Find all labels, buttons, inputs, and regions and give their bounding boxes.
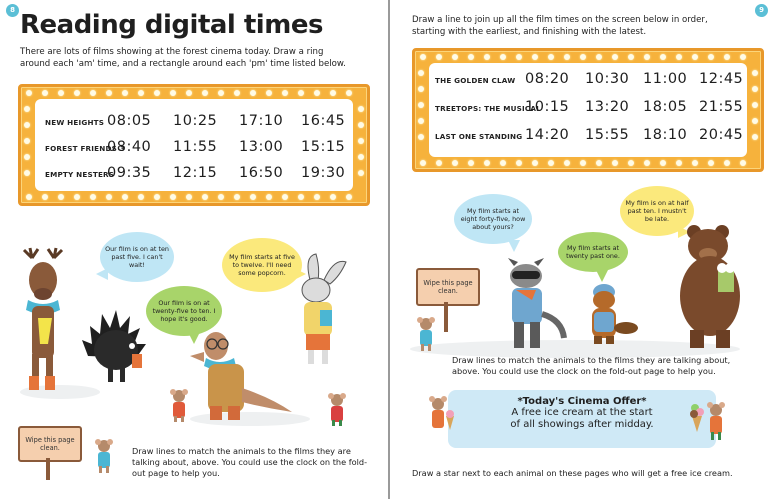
marquee-bulb bbox=[692, 54, 698, 60]
speech-bubble-bear: My film is on at half past ten. I mustn't be late. bbox=[620, 186, 694, 236]
marquee-bulb bbox=[74, 90, 80, 96]
marquee-bulb bbox=[298, 90, 304, 96]
marquee-bulb bbox=[724, 54, 730, 60]
left-intro-text: There are lots of films showing at the forest cinema today. Draw a ring around each 'am' time, and a rectangle around each 'pm' time listed below. bbox=[20, 47, 346, 69]
marquee-bulb bbox=[418, 118, 424, 124]
film-time[interactable]: 11:00 bbox=[643, 71, 688, 87]
rabbit-illustration bbox=[290, 254, 360, 374]
film-row bbox=[35, 111, 353, 137]
marquee-bulb bbox=[138, 90, 144, 96]
marquee-bulb bbox=[752, 134, 758, 140]
marquee-bulb bbox=[234, 90, 240, 96]
marquee-bulb bbox=[202, 194, 208, 200]
mouse-with-ice-cream-illustration bbox=[424, 394, 454, 444]
speech-bubble-moose: Our film is on at ten past five. I can't wait! bbox=[100, 232, 174, 282]
marquee-bulb bbox=[358, 170, 364, 176]
marquee-bulb bbox=[234, 194, 240, 200]
film-listing-left bbox=[35, 99, 353, 191]
marquee-bulb bbox=[548, 160, 554, 166]
marquee-bulb bbox=[266, 90, 272, 96]
film-name: EMPTY NESTERS bbox=[45, 170, 115, 179]
film-time[interactable]: 20:45 bbox=[699, 127, 744, 143]
bear-illustration bbox=[672, 222, 762, 352]
marquee-bulb bbox=[24, 170, 30, 176]
marquee-bulb bbox=[24, 106, 30, 112]
armadillo-illustration bbox=[186, 328, 296, 423]
marquee-bulb bbox=[358, 138, 364, 144]
marquee-bulb bbox=[358, 154, 364, 160]
speech-bubble-rabbit: My film starts at five to twelve. I'll need some popcorn. bbox=[222, 238, 302, 292]
marquee-bulb bbox=[106, 90, 112, 96]
marquee-bulb bbox=[418, 102, 424, 108]
speech-tail bbox=[596, 270, 608, 282]
marquee-bulb bbox=[24, 154, 30, 160]
film-time[interactable]: 13:20 bbox=[585, 99, 630, 115]
marquee-bulb bbox=[516, 160, 522, 166]
marquee-bulb bbox=[218, 90, 224, 96]
right-intro-text: Draw a line to join up all the film times on the screen below in order, starting with the earliest, and finishing with the latest. bbox=[412, 15, 708, 37]
film-time[interactable]: 11:55 bbox=[173, 139, 218, 155]
right-instruction-text: Draw lines to match the animals to the films they are talking about, above. You could use the clock on the fold-out page to help you. bbox=[452, 355, 731, 376]
marquee-bulb bbox=[26, 194, 32, 200]
marquee-bulb bbox=[612, 54, 618, 60]
marquee-bulb bbox=[346, 90, 352, 96]
marquee-bulb bbox=[740, 160, 746, 166]
film-name: FOREST FRIENDS 3 bbox=[45, 144, 125, 153]
marquee-bulb bbox=[186, 90, 192, 96]
marquee-bulb bbox=[346, 194, 352, 200]
mouse-illustration bbox=[90, 438, 118, 476]
page-title: Reading digital times bbox=[20, 10, 323, 40]
marquee-bulb bbox=[660, 160, 666, 166]
marquee-bulb bbox=[484, 160, 490, 166]
mouse-illustration bbox=[166, 388, 192, 424]
speech-tail bbox=[508, 240, 520, 252]
film-time[interactable]: 10:25 bbox=[173, 113, 218, 129]
film-listing-right bbox=[429, 63, 747, 157]
film-time[interactable]: 17:10 bbox=[239, 113, 284, 129]
film-name: NEW HEIGHTS bbox=[45, 118, 105, 127]
marquee-bulb bbox=[358, 122, 364, 128]
marquee-bulb bbox=[596, 54, 602, 60]
film-time[interactable]: 14:20 bbox=[525, 127, 570, 143]
marquee-bulb bbox=[418, 86, 424, 92]
film-row bbox=[429, 69, 747, 95]
sign-post bbox=[46, 458, 50, 480]
cinema-screen-right bbox=[412, 48, 764, 172]
beaver-illustration bbox=[582, 282, 642, 352]
marquee-bulb bbox=[548, 54, 554, 60]
marquee-bulb bbox=[122, 90, 128, 96]
marquee-bulb bbox=[24, 138, 30, 144]
marquee-bulb bbox=[202, 90, 208, 96]
marquee-bulb bbox=[724, 160, 730, 166]
marquee-bulb bbox=[676, 160, 682, 166]
marquee-bulb bbox=[692, 160, 698, 166]
marquee-bulb bbox=[532, 54, 538, 60]
film-time[interactable]: 12:45 bbox=[699, 71, 744, 87]
offer-line-2: of all showings after midday. bbox=[510, 419, 654, 430]
marquee-bulb bbox=[500, 160, 506, 166]
marquee-bulb bbox=[644, 54, 650, 60]
marquee-bulb bbox=[532, 160, 538, 166]
marquee-bulb bbox=[752, 70, 758, 76]
marquee-bulb bbox=[628, 160, 634, 166]
marquee-bulb bbox=[436, 160, 442, 166]
film-time[interactable]: 16:50 bbox=[239, 165, 284, 181]
marquee-bulb bbox=[42, 90, 48, 96]
marquee-bulb bbox=[330, 194, 336, 200]
film-time[interactable]: 09:35 bbox=[107, 165, 152, 181]
film-time[interactable]: 10:15 bbox=[525, 99, 570, 115]
speech-bubble-beaver: My film starts at twenty past one. bbox=[558, 232, 628, 272]
film-time[interactable]: 18:10 bbox=[643, 127, 688, 143]
marquee-bulb bbox=[90, 90, 96, 96]
marquee-bulb bbox=[484, 54, 490, 60]
marquee-bulb bbox=[186, 194, 192, 200]
marquee-bulb bbox=[752, 118, 758, 124]
marquee-bulb bbox=[418, 134, 424, 140]
speech-tail bbox=[96, 268, 108, 280]
marquee-bulb bbox=[266, 194, 272, 200]
marquee-bulb bbox=[358, 106, 364, 112]
offer-title: *Today's Cinema Offer* bbox=[517, 396, 647, 407]
film-time[interactable]: 08:20 bbox=[525, 71, 570, 87]
speech-bubble-armadillo: Our film is on at twenty-five to ten. I hope it's good. bbox=[146, 286, 222, 336]
marquee-bulb bbox=[468, 54, 474, 60]
film-time[interactable]: 08:40 bbox=[107, 139, 152, 155]
sign-post bbox=[444, 302, 448, 332]
marquee-bulb bbox=[564, 54, 570, 60]
marquee-bulb bbox=[90, 194, 96, 200]
marquee-bulb bbox=[452, 54, 458, 60]
marquee-bulb bbox=[420, 160, 426, 166]
marquee-bulb bbox=[628, 54, 634, 60]
marquee-bulb bbox=[500, 54, 506, 60]
left-instruction-text: Draw lines to match the animals to the films they are talking about, above. You could use the clock on the fold-out page to help you. bbox=[132, 446, 368, 478]
film-row bbox=[429, 125, 747, 151]
marquee-bulb bbox=[250, 194, 256, 200]
marquee-bulb bbox=[250, 90, 256, 96]
marquee-bulb bbox=[468, 160, 474, 166]
marquee-bulb bbox=[74, 194, 80, 200]
offer-line-1: A free ice cream at the start bbox=[511, 407, 653, 418]
film-name: LAST ONE STANDING bbox=[435, 132, 523, 141]
marquee-bulb bbox=[314, 90, 320, 96]
film-time[interactable]: 21:55 bbox=[699, 99, 744, 115]
marquee-bulb bbox=[106, 194, 112, 200]
marquee-bulb bbox=[282, 90, 288, 96]
marquee-bulb bbox=[42, 194, 48, 200]
marquee-bulb bbox=[436, 54, 442, 60]
marquee-bulb bbox=[644, 160, 650, 166]
marquee-bulb bbox=[298, 194, 304, 200]
film-row bbox=[429, 97, 747, 123]
marquee-bulb bbox=[660, 54, 666, 60]
marquee-bulb bbox=[564, 160, 570, 166]
wipe-clean-sign: Wipe this page clean. bbox=[416, 268, 480, 306]
marquee-bulb bbox=[752, 102, 758, 108]
marquee-bulb bbox=[452, 160, 458, 166]
marquee-bulb bbox=[26, 90, 32, 96]
film-time[interactable]: 19:30 bbox=[301, 165, 346, 181]
marquee-bulb bbox=[580, 54, 586, 60]
film-time[interactable]: 15:15 bbox=[301, 139, 346, 155]
page-number-left: 8 bbox=[6, 4, 19, 17]
wipe-clean-sign: Wipe this page clean. bbox=[18, 426, 82, 462]
marquee-bulb bbox=[24, 122, 30, 128]
film-time[interactable]: 08:05 bbox=[107, 113, 152, 129]
marquee-bulb bbox=[516, 54, 522, 60]
page-number-right: 9 bbox=[755, 4, 768, 17]
mouse-illustration bbox=[324, 392, 350, 428]
cinema-screen-left bbox=[18, 84, 370, 206]
marquee-bulb bbox=[122, 194, 128, 200]
cinema-offer-banner bbox=[448, 390, 716, 448]
marquee-bulb bbox=[154, 90, 160, 96]
mouse-with-ice-cream-illustration bbox=[690, 394, 730, 450]
marquee-bulb bbox=[676, 54, 682, 60]
film-name: TREETOPS: THE MUSICAL bbox=[435, 104, 541, 113]
speech-bubble-raccoon: My film starts at eight forty-five, how about yours? bbox=[454, 194, 532, 244]
mouse-illustration bbox=[412, 316, 440, 354]
marquee-bulb bbox=[596, 160, 602, 166]
marquee-bulb bbox=[330, 90, 336, 96]
film-time[interactable]: 18:05 bbox=[643, 99, 688, 115]
marquee-bulb bbox=[170, 90, 176, 96]
marquee-bulb bbox=[740, 54, 746, 60]
film-name: THE GOLDEN CLAW bbox=[435, 76, 516, 85]
marquee-bulb bbox=[58, 90, 64, 96]
marquee-bulb bbox=[708, 54, 714, 60]
film-time[interactable]: 10:30 bbox=[585, 71, 630, 87]
marquee-bulb bbox=[218, 194, 224, 200]
marquee-bulb bbox=[138, 194, 144, 200]
left-page bbox=[0, 0, 388, 499]
footer-instruction-text: Draw a star next to each animal on these pages who will get a free ice cream. bbox=[412, 468, 733, 478]
film-time[interactable]: 13:00 bbox=[239, 139, 284, 155]
film-time[interactable]: 12:15 bbox=[173, 165, 218, 181]
right-page bbox=[390, 0, 778, 499]
marquee-bulb bbox=[154, 194, 160, 200]
marquee-bulb bbox=[580, 160, 586, 166]
marquee-bulb bbox=[612, 160, 618, 166]
marquee-bulb bbox=[708, 160, 714, 166]
marquee-bulb bbox=[420, 54, 426, 60]
marquee-bulb bbox=[314, 194, 320, 200]
raccoon-illustration bbox=[496, 258, 566, 358]
film-row bbox=[35, 163, 353, 189]
porcupine-illustration bbox=[82, 300, 152, 390]
marquee-bulb bbox=[418, 70, 424, 76]
film-time[interactable]: 15:55 bbox=[585, 127, 630, 143]
film-row bbox=[35, 137, 353, 163]
marquee-bulb bbox=[170, 194, 176, 200]
marquee-bulb bbox=[282, 194, 288, 200]
marquee-bulb bbox=[58, 194, 64, 200]
film-time[interactable]: 16:45 bbox=[301, 113, 346, 129]
marquee-bulb bbox=[752, 86, 758, 92]
